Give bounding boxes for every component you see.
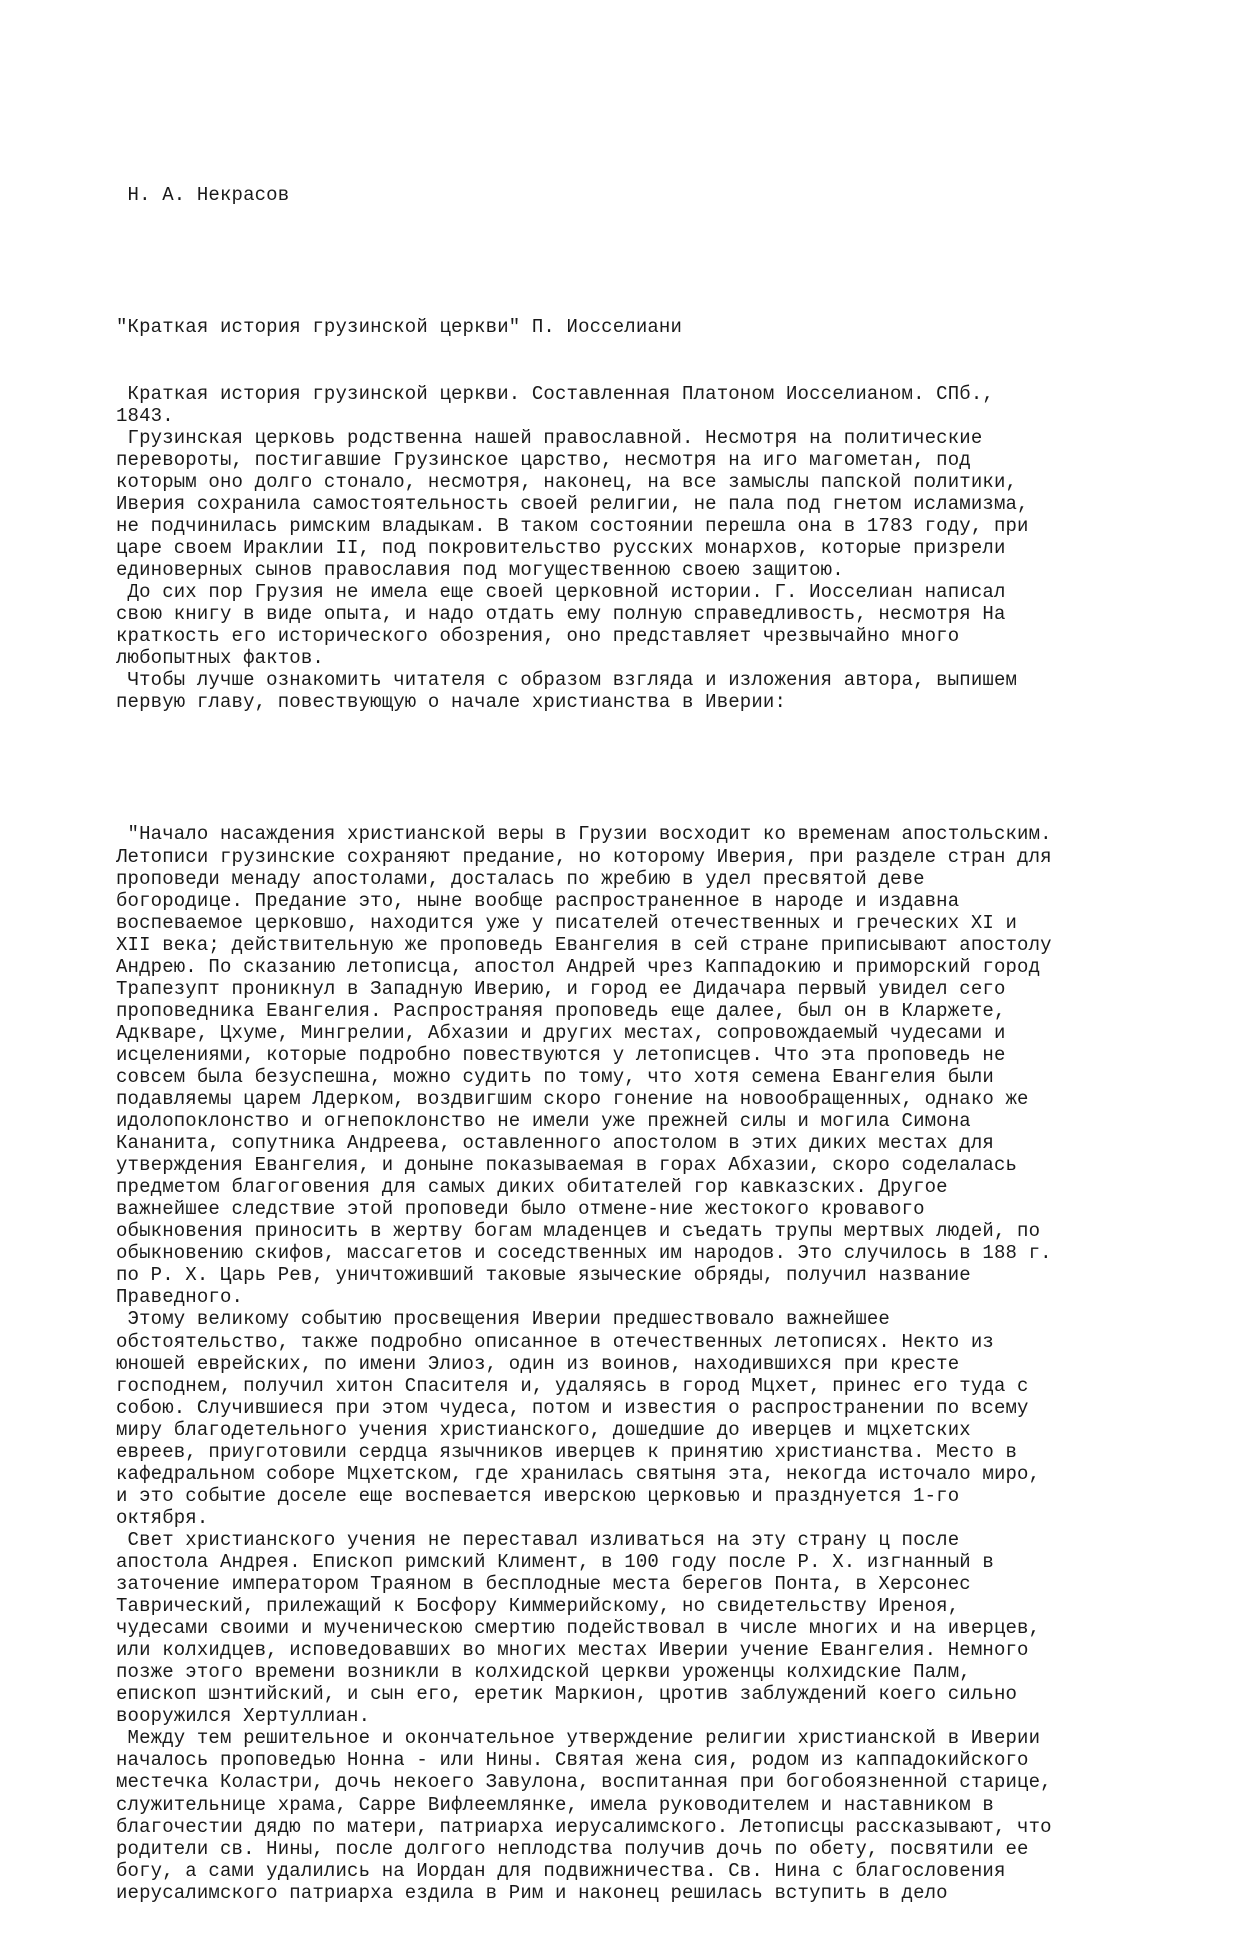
text-line: царе своем Ираклии II, под покровительство русских монархов, которые призрели bbox=[116, 536, 1006, 559]
quote-line: обстоятельство, также подробно описанное в отечественных летописях. Некто из bbox=[116, 1330, 994, 1353]
intro-section bbox=[116, 383, 1196, 714]
quote-line: подавляемы царем Лдерком, воздвигшим скоро гонение на новообращенных, однако же bbox=[116, 1088, 1029, 1111]
quote-line: чудесами своими и мученическою смертию подействовал в числе многих и на иверцев, bbox=[116, 1617, 1041, 1640]
text-line: Чтобы лучше ознакомить читателя с образом взгляда и изложения автора, выпишем bbox=[116, 669, 1018, 692]
quote-line: Летописи грузинские сохраняют предание, но которому Иверия, при разделе стран для bbox=[116, 845, 1052, 868]
quote-line: юношей еврейских, по имени Элиоз, один из воинов, находившихся при кресте bbox=[116, 1352, 960, 1375]
quote-line: предметом благоговения для самых диких обитателей гор кавказских. Другое bbox=[116, 1176, 948, 1199]
quote-line: Таврический, прилежащий к Босфору Киммерийскому, но свидетельству Иреноя, bbox=[116, 1595, 960, 1618]
quote-line: обыкновению скифов, массагетов и соседственных им народов. Это случилось в 188 г. bbox=[116, 1242, 1052, 1265]
quote-line: важнейшее следствие этой проповеди было отмене-ние жестокого кровавого bbox=[116, 1198, 925, 1221]
text-line: перевороты, постигавшие Грузинское царство, несмотря на иго магометан, под bbox=[116, 448, 971, 471]
quote-line: Праведного. bbox=[116, 1286, 244, 1309]
quote-line: Трапезупт проникнул в Западную Иверию, и город ее Дидачара первый увидел сего bbox=[116, 977, 1006, 1000]
quote-line: заточение императором Траяном в бесплодные места берегов Понта, в Херсонес bbox=[116, 1573, 971, 1596]
quote-line: и это событие доселе еще воспевается иверскою церковью и празднуется 1-го bbox=[116, 1484, 960, 1507]
quote-line: проповеди менаду апостолами, досталась по жребию в удел пресвятой деве bbox=[116, 867, 925, 890]
blank-line bbox=[116, 250, 1196, 272]
quote-line: позже этого времени возникли в колхидской церкви уроженцы колхидские Палм, bbox=[116, 1661, 971, 1684]
quote-line: Адкваре, Цхуме, Мингрелии, Абхазии и других местах, сопровождаемый чудесами и bbox=[116, 1021, 1006, 1044]
text-line: любопытных фактов. bbox=[116, 647, 324, 670]
quote-line: благочестии дядю по матери, патриарха иерусалимского. Летописцы рассказывают, что bbox=[116, 1815, 1052, 1838]
text-line: 1843. bbox=[116, 404, 174, 427]
quote-line: Андрею. По сказанию летописца, апостол Андрей чрез Каппадокию и приморский город bbox=[116, 955, 1041, 978]
quote-line: исцелениями, которые подробно повествуются у летописцев. Что эта проповедь не bbox=[116, 1043, 1006, 1066]
text-line: единоверных сынов православия под могущественною своею защитою. bbox=[116, 558, 844, 581]
quote-line: епископ шэнтийский, и сын его, еретик Маркион, цротив заблуждений коего сильно bbox=[116, 1683, 1018, 1706]
quote-line: господнем, получил хитон Спасителя и, удаляясь в город Мцхет, принес его туда с bbox=[116, 1374, 1029, 1397]
text-line: Грузинская церковь родственна нашей православной. Несмотря на политические bbox=[116, 426, 983, 449]
quote-line: Кананита, сопутника Андреева, оставленного апостолом в этих диких местах для bbox=[116, 1132, 994, 1155]
quote-line: XII века; действительную же проповедь Евангелия в сей стране приписывают апостолу bbox=[116, 933, 1052, 956]
text-line: первую главу, повествующую о начале христианства в Иверии: bbox=[116, 691, 787, 714]
quote-line: евреев, приуготовили сердца язычников иверцев к принятию христианства. Место в bbox=[116, 1440, 1018, 1463]
article-title: "Краткая история грузинской церкви" П. Иосселиани bbox=[116, 316, 683, 339]
quote-line: воспеваемое церковшо, находится уже у писателей отечественных и греческих XI и bbox=[116, 911, 1018, 934]
quote-line: проповедника Евангелия. Распространяя проповедь еще далее, был он в Кларжете, bbox=[116, 999, 1006, 1022]
quote-line: по Р. Х. Царь Рев, уничтоживший таковые языческие обряды, получил название bbox=[116, 1264, 971, 1287]
author-line: Н. А. Некрасов bbox=[116, 184, 290, 207]
quote-line: апостола Андрея. Епископ римский Климент, в 100 году после Р. Х. изгнанный в bbox=[116, 1551, 994, 1573]
blank-line bbox=[116, 757, 1196, 779]
quote-line: утверждения Евангелия, и доныне показываемая в горах Абхазии, скоро соделалась bbox=[116, 1154, 1018, 1177]
text-line: Иверия сохранила самостоятельность своей религии, не пала под гнетом исламизма, bbox=[116, 492, 1029, 515]
quote-line: вооружился Хертуллиан. bbox=[116, 1705, 371, 1728]
text-line: краткость его исторического обозрения, оно представляет чрезвычайно много bbox=[116, 625, 960, 648]
quote-line: совсем была безуспешна, можно судить по тому, что хотя семена Евангелия были bbox=[116, 1065, 994, 1088]
text-line: свою книгу в виде опыта, и надо отдать ему полную справедливость, несмотря На bbox=[116, 602, 1006, 625]
quote-line: или колхидцев, исповедовавших во многих местах Иверии учение Евангелия. Немного bbox=[116, 1639, 1029, 1662]
text-line: Краткая история грузинской церкви. Составленная Платоном Иосселианом. СПб., bbox=[116, 382, 994, 405]
quote-line: кафедральном соборе Мцхетском, где хранилась святыня эта, некогда источало миро, bbox=[116, 1462, 1041, 1485]
quote-line: идолопоклонство и огнепоклонство не имели уже прежней силы и могила Симона bbox=[116, 1110, 971, 1133]
quote-line: богу, а сами удалились на Иордан для подвижничества. Св. Нина с благословения bbox=[116, 1859, 1006, 1882]
quote-line: Свет христианского учения не переставал изливаться на эту страну ц после bbox=[116, 1528, 960, 1551]
quote-line: обыкновения приносить в жертву богам младенцев и съедать трупы мертвых людей, по bbox=[116, 1220, 1041, 1243]
quote-line: служительнице храма, Сарре Вифлеемлянке, имела руководителем и наставником в bbox=[116, 1793, 994, 1816]
quote-line: собою. Случившиеся при этом чудеса, потом и известия о распространении по всему bbox=[116, 1396, 1029, 1419]
text-line: не подчинилась римским владыкам. В таком состоянии перешла она в 1783 году, при bbox=[116, 514, 1029, 537]
quote-line: "Начало насаждения христианской веры в Грузии восходит ко временам апостольским. bbox=[116, 823, 1052, 846]
text-line: До сих пор Грузия не имела еще своей церковной истории. Г. Иосселиан написал bbox=[116, 580, 1006, 603]
quote-line: началось проповедью Нонна - или Нины. Святая жена сия, родом из каппадокийского bbox=[116, 1749, 1029, 1772]
document-text bbox=[116, 140, 1196, 1948]
quote-line: Этому великому событию просвещения Иверии предшествовало важнейшее bbox=[116, 1308, 890, 1331]
quote-line: октября. bbox=[116, 1506, 209, 1529]
quote-section bbox=[116, 823, 1196, 1903]
quote-line: миру благодетельного учения христианского, дошедшие до иверцев и мцхетских bbox=[116, 1418, 971, 1441]
quote-line: родители св. Нины, после долгого неплодства получив дочь по обету, посвятили ее bbox=[116, 1837, 1029, 1860]
quote-line: иерусалимского патриарха ездила в Рим и наконец решилась вступить в дело bbox=[116, 1881, 948, 1904]
text-line: которым оно долго стонало, несмотря, наконец, на все замыслы папской политики, bbox=[116, 470, 1018, 493]
quote-line: богородице. Предание это, ныне вообще распространенное в народе и издавна bbox=[116, 889, 960, 912]
quote-line: Между тем решительное и окончательное утверждение религии христианской в Иверии bbox=[116, 1727, 1041, 1750]
quote-line: местечка Коластри, дочь некоего Завулона, воспитанная при богобоязненной старице, bbox=[116, 1771, 1052, 1794]
